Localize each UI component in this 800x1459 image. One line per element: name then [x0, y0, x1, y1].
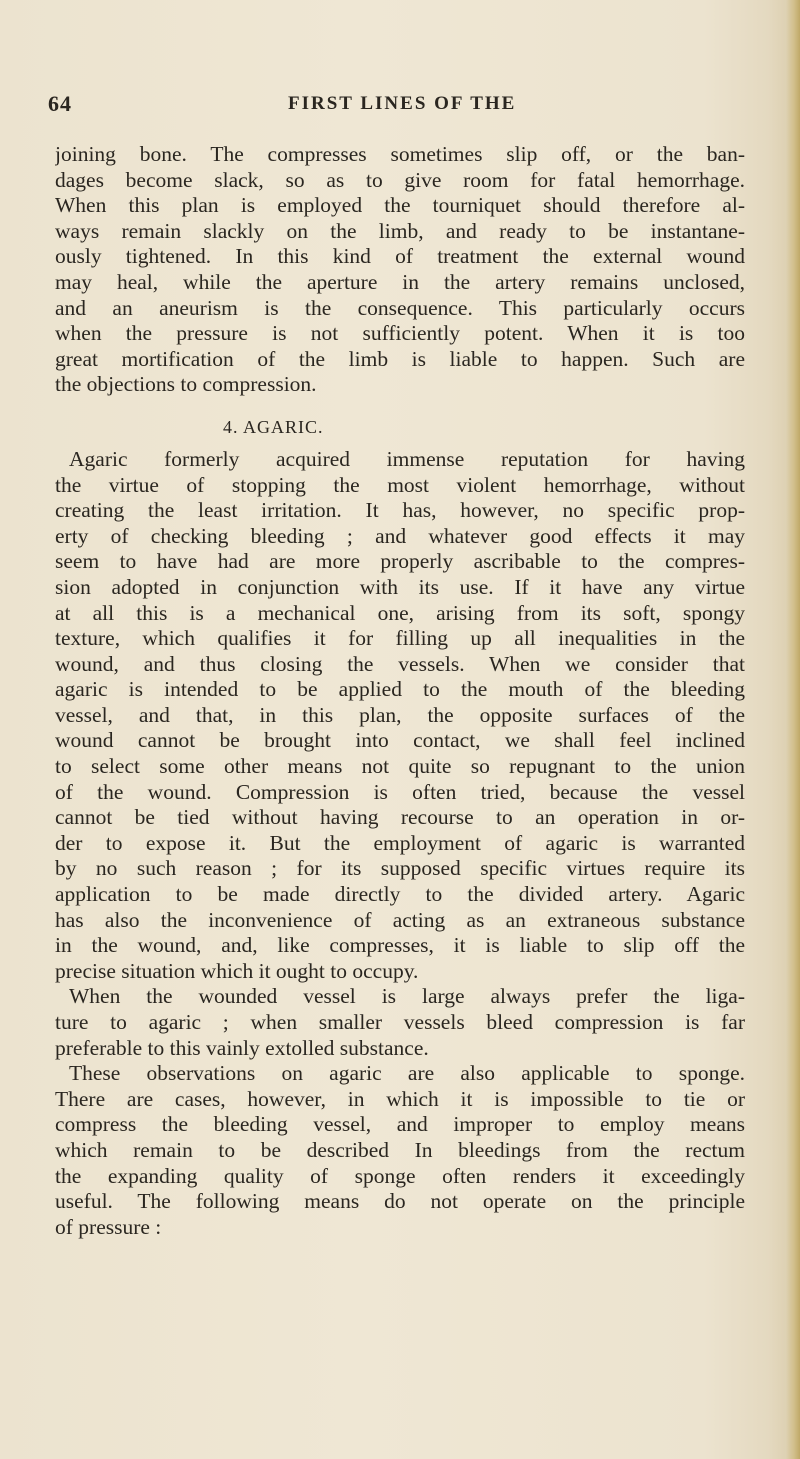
- text-line: When this plan is employed the tourniquet should therefore al-: [55, 193, 745, 218]
- text-line: When the wounded vessel is large always prefer the liga-: [69, 984, 745, 1009]
- text-line: useful. The following means do not operate on the principle: [55, 1189, 745, 1214]
- text-line: These observations on agaric are also applicable to sponge.: [69, 1061, 745, 1086]
- text-line: the expanding quality of sponge often renders it exceedingly: [55, 1163, 745, 1188]
- text-line: der to expose it. But the employment of agaric is warranted: [55, 830, 745, 855]
- text-line: wound, and thus closing the vessels. When we consider that: [55, 651, 745, 676]
- text-line: wound cannot be brought into contact, we shall feel inclined: [55, 728, 745, 753]
- page-edge: [786, 0, 800, 1459]
- text-line: vessel, and that, in this plan, the opposite surfaces of the: [55, 702, 745, 727]
- text-line: preferable to this vainly extolled substance.: [55, 1035, 429, 1060]
- text-line: great mortification of the limb is liable to happen. Such are: [55, 346, 745, 371]
- text-line: seem to have had are more properly ascribable to the compres-: [55, 549, 745, 574]
- text-line: agaric is intended to be applied to the mouth of the bleeding: [55, 677, 745, 702]
- text-line: of the wound. Compression is often tried, because the vessel: [55, 779, 745, 804]
- text-line: the virtue of stopping the most violent hemorrhage, without: [55, 472, 745, 497]
- text-line: at all this is a mechanical one, arising from its soft, spongy: [55, 600, 745, 625]
- text-line: of pressure :: [55, 1214, 162, 1239]
- text-line: ously tightened. In this kind of treatment the external wound: [55, 244, 745, 269]
- text-line: dages become slack, so as to give room for fatal hemorrhage.: [55, 167, 745, 192]
- text-line: when the pressure is not sufficiently potent. When it is too: [55, 321, 745, 346]
- body-text: [55, 142, 745, 1240]
- text-line: cannot be tied without having recourse to an operation in or-: [55, 805, 745, 830]
- text-line: in the wound, and, like compresses, it is liable to slip off the: [55, 933, 745, 958]
- text-line: to select some other means not quite so repugnant to the union: [55, 754, 745, 779]
- text-line: has also the inconvenience of acting as an extraneous substance: [55, 907, 745, 932]
- text-line: Agaric formerly acquired immense reputation for having: [69, 446, 745, 471]
- text-line: ways remain slackly on the limb, and ready to be instantane-: [55, 218, 745, 243]
- text-line: erty of checking bleeding ; and whatever good effects it may: [55, 523, 745, 548]
- text-line: and an aneurism is the consequence. This particularly occurs: [55, 295, 745, 320]
- text-line: compress the bleeding vessel, and improper to employ means: [55, 1112, 745, 1137]
- text-line: sion adopted in conjunction with its use. If it have any virtue: [55, 574, 745, 599]
- text-line: There are cases, however, in which it is impossible to tie or: [55, 1086, 745, 1111]
- text-line: texture, which qualifies it for filling up all inequalities in the: [55, 626, 745, 651]
- text-line: the objections to compression.: [55, 372, 317, 397]
- page-header: [48, 91, 748, 117]
- text-line: which remain to be described In bleedings from the rectum: [55, 1137, 745, 1162]
- page-number: 64: [48, 91, 72, 116]
- text-line: creating the least irritation. It has, however, no specific prop-: [55, 498, 745, 523]
- text-line: may heal, while the aperture in the artery remains unclosed,: [55, 269, 745, 294]
- section-heading: 4. AGARIC.: [223, 416, 324, 437]
- text-line: by no such reason ; for its supposed specific virtues require its: [55, 856, 745, 881]
- text-line: ture to agaric ; when smaller vessels bleed compression is far: [55, 1010, 745, 1034]
- text-line: joining bone. The compresses sometimes slip off, or the ban-: [55, 142, 745, 166]
- text-line: precise situation which it ought to occupy.: [55, 958, 419, 983]
- running-head: FIRST LINES OF THE: [288, 93, 517, 114]
- text-line: application to be made directly to the divided artery. Agaric: [55, 882, 745, 907]
